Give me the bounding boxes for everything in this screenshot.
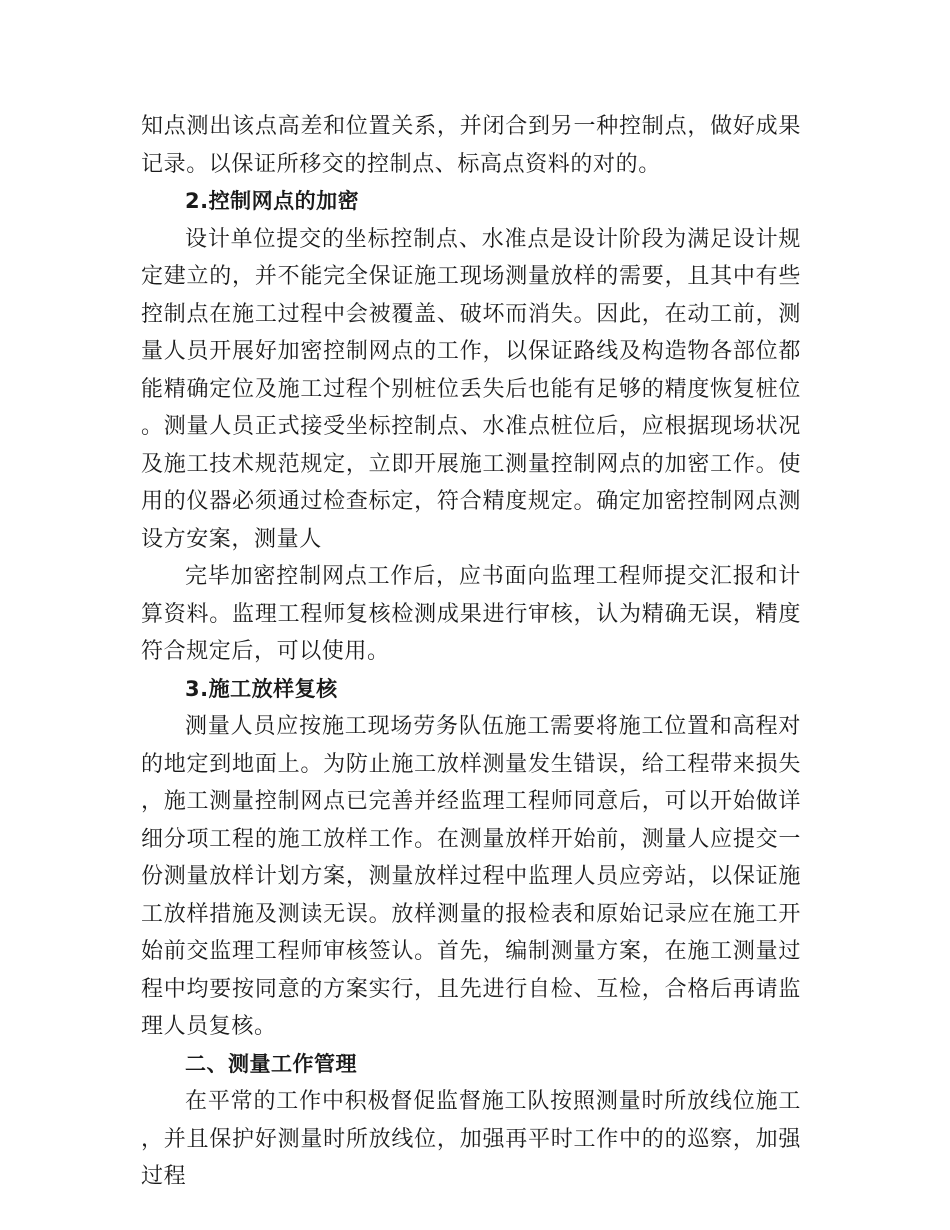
- section-heading-control-network-densification: 2.控制网点的加密: [185, 189, 360, 213]
- paragraph-report-submission: 完毕加密控制网点工作后，应书面向监理工程师提交汇报和计算资料。监理工程师复核检测成果进行审核，认为精确无误，精度符合规定后，可以使用。: [141, 564, 801, 664]
- section-heading-survey-management: 二、测量工作管理: [185, 1051, 357, 1076]
- section-heading-stakeout-review: 3.施工放样复核: [185, 676, 338, 701]
- paragraph-control-points: 设计单位提交的坐标控制点、水准点是设计阶段为满足设计规定建立的，并不能完全保证施工现场测量放样的需要，且其中有些控制点在施工过程中会被覆盖、破坏而消失。因此，在动工前，测量人员开展好加密控制网点的工作，以保证路线及构造物各部位都能精确定位及施工过程个别桩位丢失后也能有足够的精度恢复桩位。测量人员正式接受坐标控制点、水准点桩位后，应根据现场状况及施工技术规范规定，立即开展施工测量控制网点的加密工作。使用的仪器必须通过检查标定，符合精度规定。确定加密控制网点测设方安案，测量人: [141, 226, 801, 552]
- paragraph-continuation: 知点测出该点高差和位置关系，并闭合到另一种控制点，做好成果记录。以保证所移交的控制点、标高点资料的对的。: [141, 114, 801, 177]
- paragraph-stakeout: 测量人员应按施工现场劳务队伍施工需要将施工位置和高程对的地定到地面上。为防止施工放样测量发生错误，给工程带来损失，施工测量控制网点已完善并经监理工程师同意后，可以开始做详细分项工程的施工放样工作。在测量放样开始前，测量人应提交一份测量放样计划方案，测量放样过程中监理人员应旁站，以保证施工放样措施及测读无误。放样测量的报检表和原始记录应在施工开始前交监理工程师审核签认。首先，编制测量方案，在施工测量过程中均要按同意的方案实行，且先进行自检、互检，合格后再请监理人员复核。: [141, 714, 801, 1039]
- document-body: [141, 108, 801, 1196]
- paragraph-survey-management: 在平常的工作中积极督促监督施工队按照测量时所放线位施工，并且保护好测量时所放线位，加强再平时工作中的的巡察，加强过程: [141, 1089, 801, 1189]
